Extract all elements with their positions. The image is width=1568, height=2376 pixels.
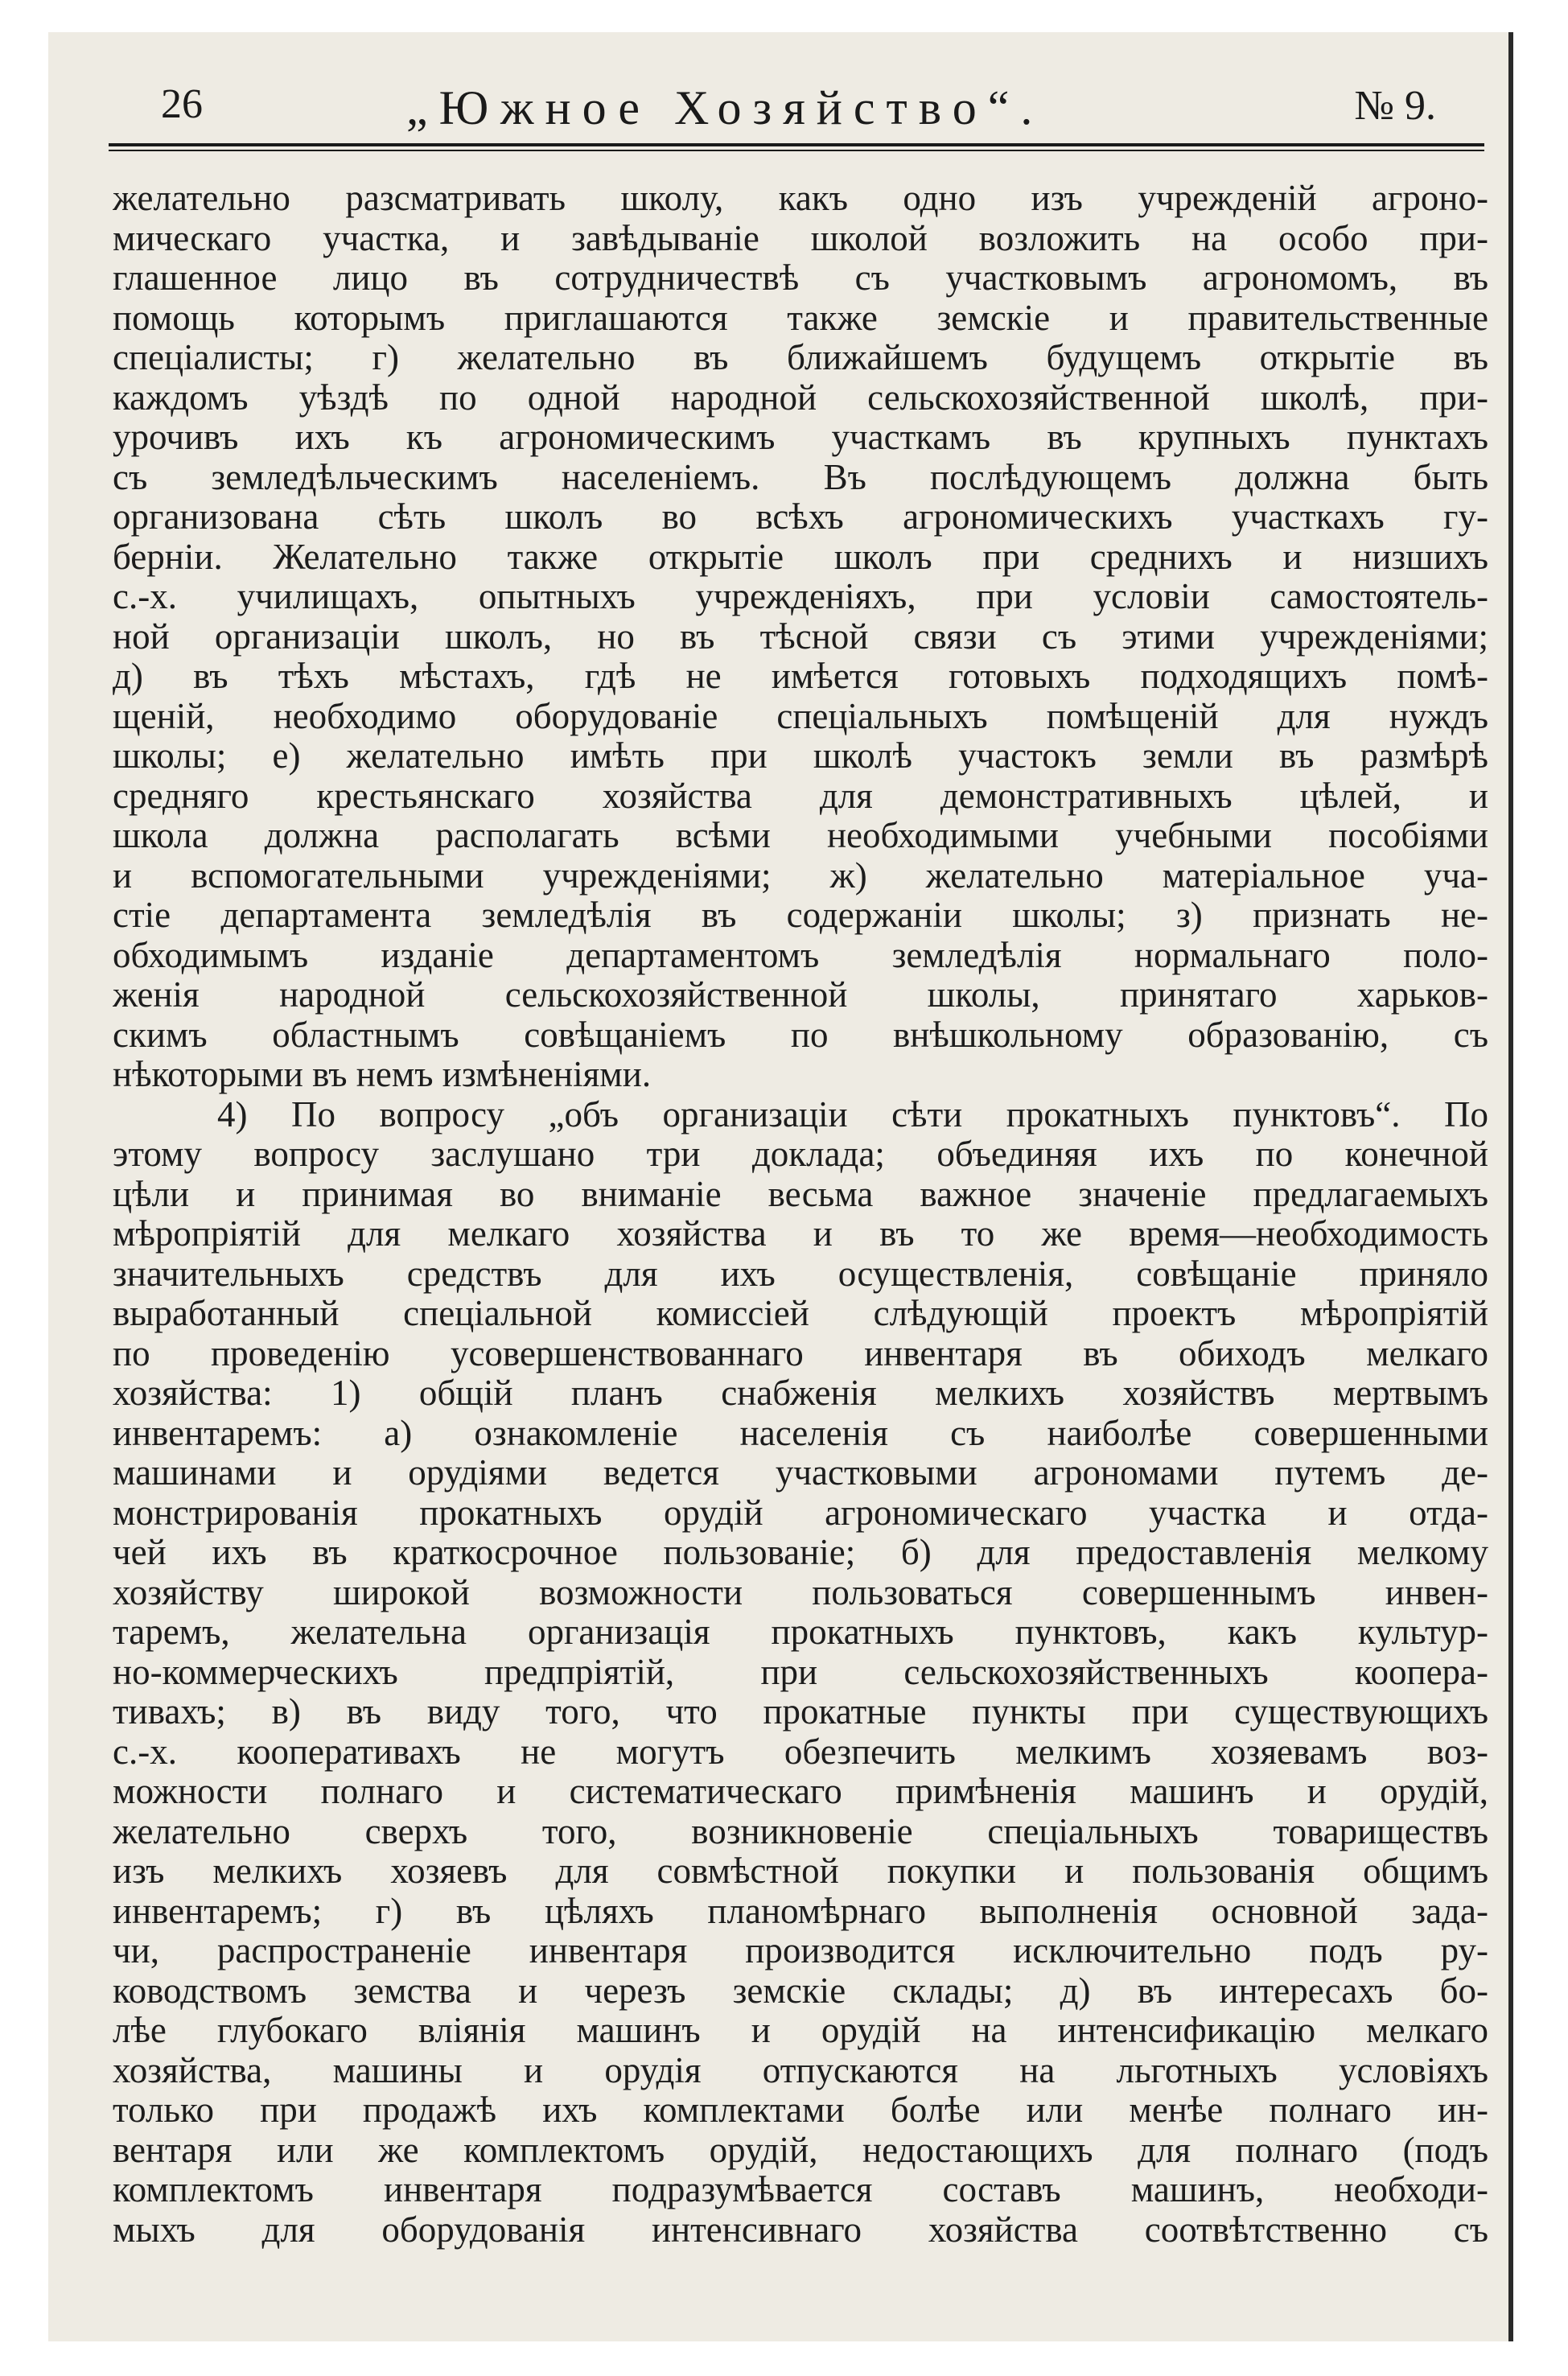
text-line: хозяйства, машины и орудія отпускаются на льготныхъ условіяхъ [113,2050,1488,2090]
text-line: средняго крестьянскаго хозяйства для демонстративныхъ цѣлей, и [113,776,1488,816]
text-line: съ земледѣльческимъ населеніемъ. Въ послѣдующемъ должна быть [113,457,1488,497]
text-line: выработанный спеціальной комиссіей слѣдующій проектъ мѣропріятій [113,1294,1488,1333]
text-line: урочивъ ихъ къ агрономическимъ участкамъ въ крупныхъ пунктахъ [113,418,1488,457]
text-line: лѣе глубокаго вліянія машинъ и орудій на интенсификацію мелкаго [113,2011,1488,2050]
text-line: женія народной сельскохозяйственной школы, принятаго харьков- [113,975,1488,1015]
text-line: желательно разсматривать школу, какъ одно изъ учрежденій агроно- [113,179,1488,218]
text-line: берніи. Желательно также открытіе школъ при среднихъ и низшихъ [113,537,1488,577]
text-line: и вспомогательными учрежденіями; ж) желательно матеріальное уча- [113,855,1488,896]
text-line: скимъ областнымъ совѣщаніемъ по внѣшкольному образованію, съ [113,1015,1488,1055]
text-line: монстрированія прокатныхъ орудій агрономическаго участка и отда- [113,1493,1488,1533]
text-line: желательно сверхъ того, возникновеніе спеціальныхъ товариществъ [113,1811,1488,1851]
page-number: 26 [161,81,203,127]
text-line: обходимымъ изданіе департаментомъ земледѣлія нормальнаго поло- [113,935,1488,975]
text-line: школы; е) желательно имѣть при школѣ участокъ земли въ размѣрѣ [113,736,1488,776]
text-line: только при продажѣ ихъ комплектами болѣе или менѣе полнаго ин- [113,2090,1488,2130]
text-line: хозяйству широкой возможности пользоваться совершеннымъ инвен- [113,1572,1488,1612]
text-line: с.-х. училищахъ, опытныхъ учрежденіяхъ, при условіи самостоятель- [113,577,1488,616]
text-line: ководствомъ земства и черезъ земскіе склады; д) въ интересахъ бо- [113,1970,1488,2011]
body-text [113,179,1488,2250]
text-line: таремъ, желательна организація прокатныхъ пунктовъ, какъ культур- [113,1612,1488,1652]
text-line: школа должна располагать всѣми необходимыми учебными пособіями [113,816,1488,855]
text-line: глашенное лицо въ сотрудничествѣ съ участковымъ агрономомъ, въ [113,258,1488,298]
text-line: тивахъ; в) въ виду того, что прокатные пункты при существующихъ [113,1692,1488,1732]
text-line: спеціалисты; г) желательно въ ближайшемъ будущемъ открытіе въ [113,338,1488,377]
text-line: д) въ тѣхъ мѣстахъ, гдѣ не имѣется готовыхъ подходящихъ помѣ- [113,657,1488,696]
text-line: комплектомъ инвентаря подразумѣвается составъ машинъ, необходи- [113,2170,1488,2209]
header-rule-thin [109,150,1484,151]
text-line: этому вопросу заслушано три доклада; объединяя ихъ по конечной [113,1134,1488,1174]
text-line: но-коммерческихъ предпріятій, при сельскохозяйственныхъ коопера- [113,1652,1488,1692]
text-line: стіе департамента земледѣлія въ содержаніи школы; з) признать не- [113,896,1488,935]
text-line: хозяйства: 1) общій планъ снабженія мелкихъ хозяйствъ мертвымъ [113,1373,1488,1413]
text-line: мѣропріятій для мелкаго хозяйства и въ то же время—необходимость [113,1214,1488,1254]
text-line: помощь которымъ приглашаются также земскіе и правительственные [113,298,1488,338]
text-line: ной организаціи школъ, но въ тѣсной связи съ этими учрежденіями; [113,616,1488,657]
text-line: по проведенію усовершенствованнаго инвентаря въ обиходъ мелкаго [113,1333,1488,1373]
text-line: значительныхъ средствъ для ихъ осуществленія, совѣщаніе приняло [113,1254,1488,1294]
text-line: каждомъ уѣздѣ по одной народной сельскохозяйственной школѣ, при- [113,377,1488,418]
text-line: щеній, необходимо оборудованіе спеціальныхъ помѣщеній для нуждъ [113,696,1488,736]
text-line: можности полнаго и систематическаго примѣненія машинъ и орудій, [113,1772,1488,1811]
text-line: чей ихъ въ краткосрочное пользованіе; б) для предоставленія мелкому [113,1533,1488,1572]
text-line: мыхъ для оборудованія интенсивнаго хозяйства соотвѣтственно съ [113,2209,1488,2250]
text-line: мическаго участка, и завѣдываніе школой возложить на особо при- [113,218,1488,258]
text-line: 4) По вопросу „объ организаціи сѣти прокатныхъ пунктовъ“. По [217,1094,1488,1134]
text-line: с.-х. кооперативахъ не могутъ обезпечить мелкимъ хозяевамъ воз- [113,1732,1488,1772]
header-rule [109,143,1484,146]
text-line: организована сѣть школъ во всѣхъ агрономическихъ участкахъ гу- [113,497,1488,537]
text-line: изъ мелкихъ хозяевъ для совмѣстной покупки и пользованія общимъ [113,1851,1488,1891]
text-line: цѣли и принимая во вниманіе весьма важное значеніе предлагаемыхъ [113,1174,1488,1214]
text-line: инвентаремъ: а) ознакомленіе населенія съ наиболѣе совершенными [113,1413,1488,1453]
text-line: вентаря или же комплектомъ орудій, недостающихъ для полнаго (подъ [113,2130,1488,2170]
running-header [109,71,1484,143]
journal-title: „Южное Хозяйство“. [406,81,1044,134]
issue-number: № 9. [1354,83,1436,129]
text-line: машинами и орудіями ведется участковыми агрономами путемъ де- [113,1453,1488,1493]
text-line: нѣкоторыми въ немъ измѣненіями. [113,1055,652,1094]
text-line: инвентаремъ; г) въ цѣляхъ планомѣрнаго выполненія основной зада- [113,1891,1488,1931]
text-line: чи, распространеніе инвентаря производится исключительно подъ ру- [113,1931,1488,1970]
